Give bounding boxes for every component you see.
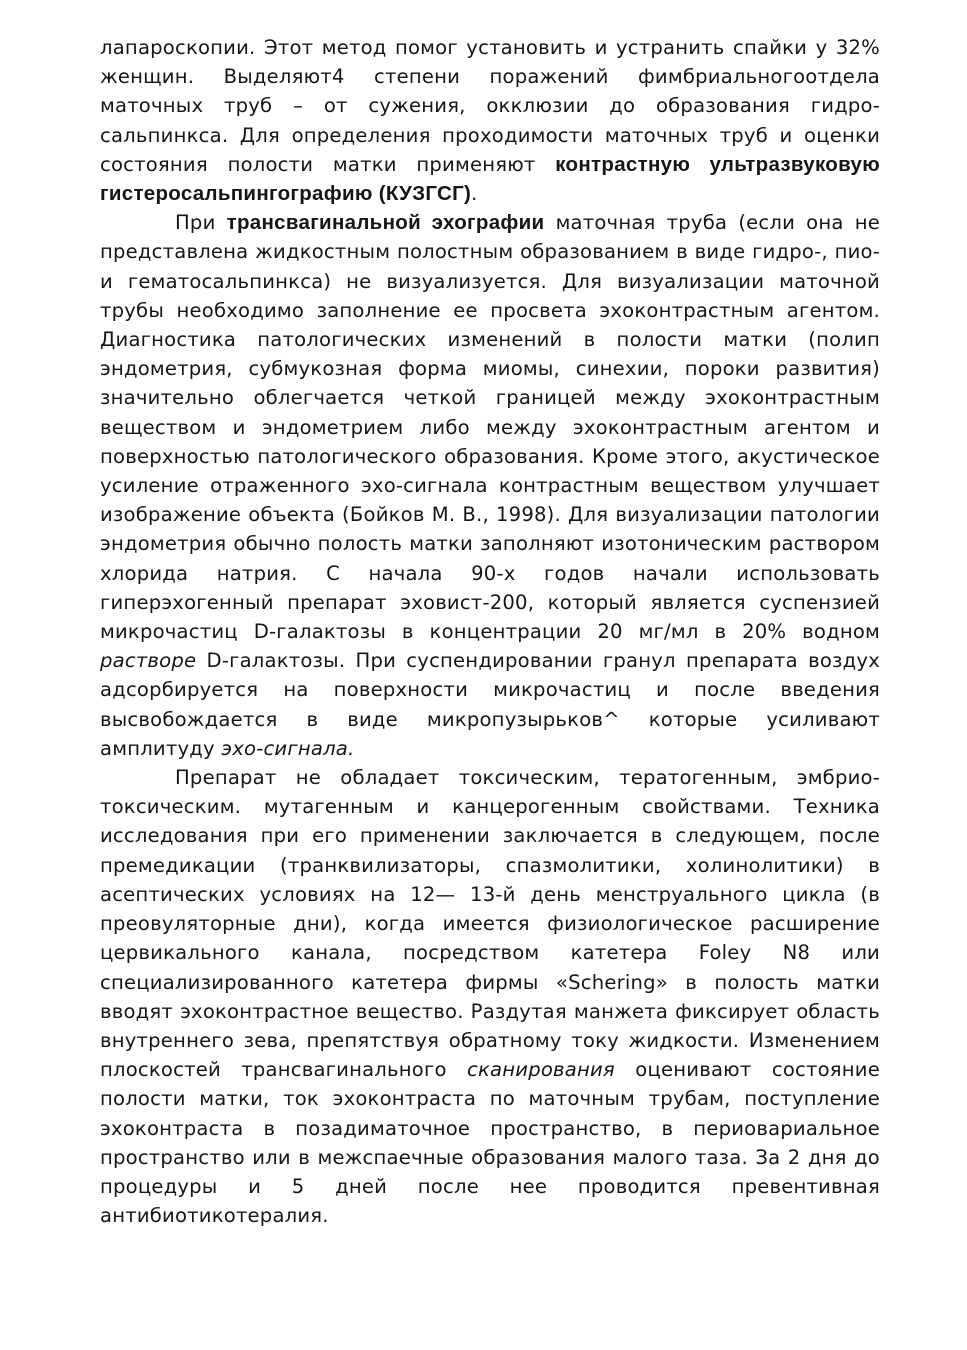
italic-text: эхо-сигнала. <box>221 736 355 760</box>
text-run: оценивают состояние полости матки, ток эхоконтраста по маточным трубам, поступление эхоконтраста в позадиматочное пространство, в периовариальное пространство или в межспаечные образования малого таза. За 2 дня до процедуры и 5 дней после нее проводится превентивная антибиотикотералия. <box>100 1058 880 1228</box>
text-run: маточная труба (если она не представлена жидкостным полостным образованием в виде гидро-, пио- и гематосальпинкса) не визуализуется. Для визуализации маточной трубы необходимо заполнение ее просвета эхоконтрастным агентом. Диагностика патологических изменений в полости матки (полип эндометрия, субмукозная форма миомы, синехии, пороки развития) значительно облегчается четкой границей между эхоконтрастным веществом и эндометрием либо между эхоконтрастным агентом и поверхностью патологического образования. Кроме этого, акустическое усиление отраженного эхо-сигнала контрастным веществом улучшает изображение объекта (Бойков М. В., 1998). Для визуализации патологии эндометрия обычно полость матки заполняют изотоническим раствором хлорида натрия. С начала 90-х годов начали использовать гиперэхогенный препарат эховист-200, который является суспензией микрочастиц D-галактозы в концентрации 20 мг/мл в 20% водном <box>100 211 880 644</box>
bold-term: контрастную ультразвуковую гистеросальпингографию (КУЗГСГ) <box>100 152 881 206</box>
italic-text: растворе <box>100 649 197 673</box>
text-run: лапароскопии. Этот метод помог установить и устранить спайки у 32% женщин. Выделяют4 степени поражений фимбриальногоотдела маточных труб – от сужения, окклюзии до образования гидро-сальпинкса. Для определения проходимости маточных труб и оценки состояния полости матки применяют <box>100 36 880 176</box>
text-run: При <box>175 211 227 235</box>
paragraph-1 <box>100 33 880 208</box>
text-run: D-галактозы. При суспендировании гранул препарата воздух адсорбируется на поверхности микрочастиц и после введения высвобождается в виде микропузырьков^ которые усиливают амплитуду <box>100 649 880 760</box>
text-run: Препарат не обладает токсическим, тератогенным, эмбрио-токсическим. мутагенным и канцерогенным свойствами. Техника исследования при его применении заключается в следующем, после премедикации (транквилизаторы, спазмолитики, холинолитики) в асептических условиях на 12— 13-й день менструального цикла (в преовуляторные дни), когда имеется физиологическое расширение цервикального канала, посредством катетера Foley N8 или специализированного катетера фирмы «Schering» в полость матки вводят эхоконтрастное вещество. Раздутая манжета фиксирует область внутреннего зева, препятствуя обратному току жидкости. Изменением плоскостей трансвагинального <box>100 766 880 1082</box>
paragraph-3 <box>100 763 880 1230</box>
italic-text: сканирования <box>467 1058 615 1082</box>
text-run: . <box>471 182 478 206</box>
document-page <box>100 33 880 1230</box>
paragraph-2 <box>100 208 880 763</box>
bold-term: трансвагинальной эхографии <box>226 211 545 235</box>
